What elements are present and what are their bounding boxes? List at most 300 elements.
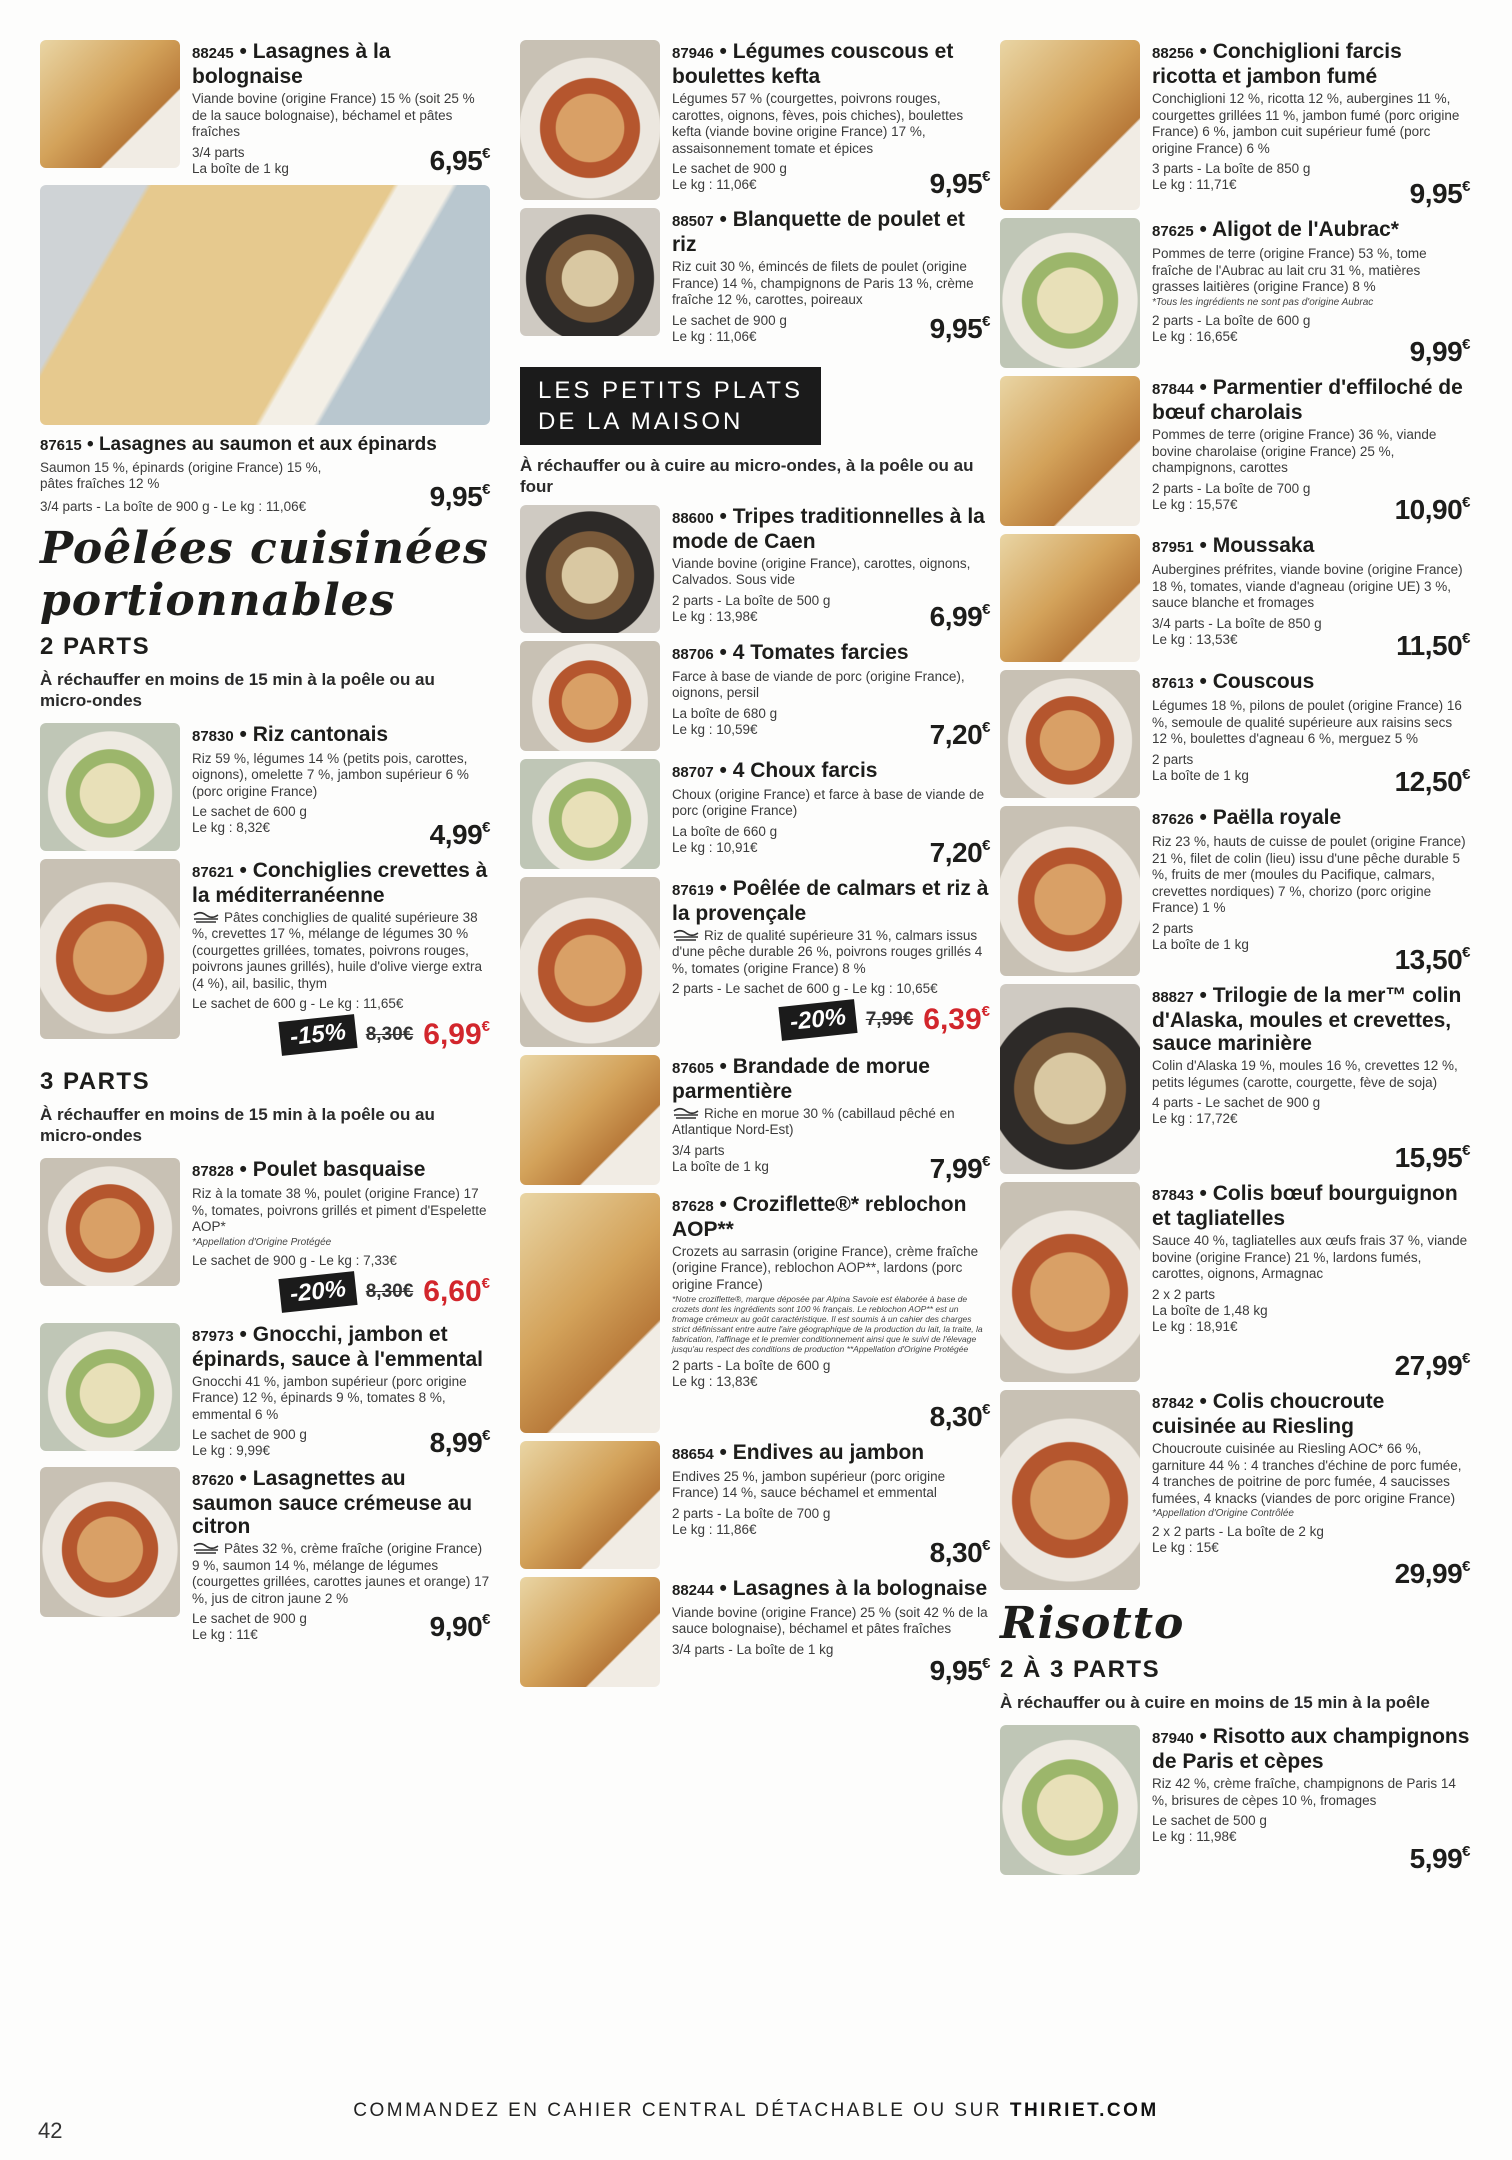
product-name: 4 Tomates farcies (732, 640, 909, 664)
product-image (40, 859, 180, 1039)
product-info (1152, 218, 1470, 368)
price-value: 12,50 (1394, 766, 1463, 797)
currency: € (1462, 944, 1470, 961)
product-87828[interactable] (40, 1158, 490, 1309)
currency: € (982, 718, 990, 736)
product-description (192, 910, 490, 993)
product-image (1000, 670, 1140, 798)
product-code: 88256 (1152, 45, 1194, 62)
product-87946[interactable] (520, 40, 990, 200)
product-info (1152, 1182, 1470, 1382)
product-info (672, 641, 990, 751)
price-value: 9,95 (929, 312, 983, 344)
product-info (192, 1158, 490, 1309)
product-title: 88256 • Conchiglioni farcis ricotta et jambon fumé (1152, 40, 1402, 88)
promo-row (192, 1018, 490, 1052)
currency: € (1462, 766, 1470, 783)
product-name: Aligot de l'Aubrac* (1211, 218, 1399, 241)
product-note: *Appellation d'Origine Protégée (192, 1236, 332, 1248)
column-right (1000, 40, 1470, 1883)
product-image (520, 40, 660, 200)
product-title: 88600 • Tripes traditionnelles à la mode de Caen (672, 504, 985, 553)
product-info (192, 859, 490, 1053)
product-name: Moussaka (1212, 534, 1315, 557)
product-name: Tripes traditionnelles à la mode de Caen (672, 504, 985, 553)
fishing-boat-icon (192, 910, 220, 926)
product-description: Gnocchi 41 %, jambon supérieur (porc origine France) 12 %, épinards 9 %, tomates 8 %, emmental 6 % (192, 1373, 467, 1422)
product-price (930, 837, 990, 869)
product-price (1395, 1558, 1470, 1590)
currency: € (1462, 630, 1470, 647)
product-title: 87605 • Brandade de morue parmentière (672, 1054, 930, 1103)
product-code: 87605 (672, 1059, 714, 1077)
product-title: 87951 • Moussaka (1152, 534, 1315, 557)
product-image (520, 208, 660, 336)
product-name: Lasagnes au saumon et aux épinards (98, 433, 437, 455)
product-code: 87619 (672, 881, 714, 899)
product-packaging: Le sachet de 900 g Le kg : 9,99€ (192, 1427, 307, 1458)
desc-text: Riche en morue 30 % (cabillaud pêché en Atlantique Nord-Est) (672, 1105, 955, 1137)
product-description: Viande bovine (origine France) 25 % (soit 42 % de la sauce bolognaise), béchamel et pâtes fraîches (672, 1604, 988, 1636)
product-image (40, 1323, 180, 1451)
currency: € (1462, 1350, 1470, 1367)
product-packaging: Le sachet de 600 g Le kg : 8,32€ (192, 804, 307, 835)
parts-subheading: À réchauffer ou à cuire en moins de 15 min à la poêle (1000, 1693, 1430, 1712)
product-name: Poulet basquaise (252, 1158, 426, 1181)
currency: € (1462, 1142, 1470, 1159)
product-title: 87844 • Parmentier d'effiloché de bœuf charolais (1152, 376, 1463, 424)
product-name: Conchiglies crevettes à la méditerranéenne (192, 858, 488, 907)
product-packaging: 2 parts La boîte de 1 kg (1152, 751, 1249, 783)
product-87830[interactable] (40, 723, 490, 851)
currency: € (482, 480, 490, 498)
product-name: Endives au jambon (732, 1440, 925, 1464)
price-value: 7,99 (929, 1152, 983, 1184)
product-description: Saumon 15 %, épinards (origine France) 15 %, pâtes fraîches 12 % (40, 459, 322, 491)
product-price (930, 719, 990, 751)
product-image (520, 1577, 660, 1687)
product-87973[interactable] (40, 1323, 490, 1460)
product-packaging: 2 x 2 parts La boîte de 1,48 kg Le kg : 18,91€ (1152, 1286, 1268, 1334)
product-name: 4 Choux farcis (732, 758, 878, 782)
price-value: 6,39 (923, 1003, 982, 1036)
product-info (1152, 1390, 1470, 1590)
product-packaging: 3/4 parts - La boîte de 850 g Le kg : 13,53€ (1152, 615, 1322, 647)
product-title: 87626 • Paëlla royale (1152, 806, 1342, 829)
product-title: 88245 • Lasagnes à la bolognaise (192, 40, 391, 88)
price-value: 9,95 (929, 1654, 983, 1686)
parts-heading: 2 PARTS (40, 632, 151, 660)
product-code: 87625 (1152, 223, 1194, 240)
product-name: Trilogie de la mer™ colin d'Alaska, moules et crevettes, sauce marinière (1152, 984, 1462, 1055)
product-title: 87828 • Poulet basquaise (192, 1158, 426, 1181)
product-info (672, 877, 990, 1047)
price-value: 9,95 (1409, 178, 1463, 209)
product-description: Riz 23 %, hauts de cuisse de poulet (origine France) 21 %, filet de colin (lieu) issu d'une pêche durable 5 %, fruits de mer (moules du Pacifique, calmars, crevettes nordiques) 7 %, chorizo (porc origine France) 1 % (1152, 834, 1466, 915)
product-description: Riz à la tomate 38 %, poulet (origine France) 17 %, tomates, poivrons grillés et piment d'Espelette AOP* (192, 1186, 487, 1234)
product-description: Légumes 18 %, pilons de poulet (origine France) 16 %, semoule de qualité supérieure aux raisins secs 12 %, boulettes d'agneau 6 %, merguez 5 % (1152, 698, 1462, 746)
product-name: Croziflette®* reblochon AOP** (672, 1192, 967, 1241)
product-price (1395, 1350, 1470, 1382)
product-info (1152, 376, 1470, 526)
product-description (672, 1106, 990, 1139)
product-info (1152, 534, 1470, 662)
currency: € (482, 1611, 490, 1628)
product-info (672, 40, 990, 200)
product-packaging: Le sachet de 900 g Le kg : 11,06€ (672, 161, 787, 192)
product-87621[interactable] (40, 859, 490, 1053)
currency: € (482, 818, 490, 836)
product-87951[interactable] (1000, 534, 1470, 662)
product-code: 88707 (672, 763, 714, 781)
product-price (430, 1611, 490, 1643)
product-info (672, 1441, 990, 1569)
product-title: 87619 • Poêlée de calmars et riz à la provençale (672, 876, 989, 925)
product-code: 88827 (1152, 989, 1194, 1006)
product-title: 88827 • Trilogie de la mer™ colin d'Alaska, moules et crevettes, sauce marinière (1152, 984, 1462, 1055)
product-title: 88507 • Blanquette de poulet et riz (672, 208, 965, 256)
parts-heading: 2 À 3 PARTS (1000, 1656, 1161, 1683)
product-price (430, 145, 490, 177)
currency: € (982, 168, 990, 185)
product-image (520, 505, 660, 633)
product-image (520, 641, 660, 751)
product-title: 88706 • 4 Tomates farcies (672, 640, 909, 664)
product-code: 87842 (1152, 1395, 1194, 1412)
product-packaging: Le sachet de 500 g Le kg : 11,98€ (1152, 1813, 1267, 1844)
currency: € (1462, 1843, 1470, 1860)
fishing-boat-icon (192, 1541, 220, 1557)
product-packaging: 3/4 parts - La boîte de 1 kg (672, 1641, 834, 1657)
product-description: Endives 25 %, jambon supérieur (porc origine France) 14 %, sauce béchamel et emmental (672, 1468, 946, 1500)
product-price (1410, 178, 1470, 210)
price-value: 6,99 (423, 1018, 482, 1051)
product-price (1395, 1142, 1470, 1174)
product-price (1395, 766, 1470, 798)
product-note: *Notre croziflette®, marque déposée par Alpina Savoie est élaborée à base de crozets dont les ingrédients sont 100 % français. Le reblochon AOP** est un fromage crémeux au goût caractéristique. Il est soumis à un cahier des charges strict définissant entre autre l'aire géographique de la production du lait, la traite, la fabrication, l'affinage et le premier conditionnement ainsi que le suivi de l'élevage jusqu'au respect des conditions de production **Appellation d'Origine Protégée (672, 1294, 983, 1354)
product-name: Colis choucroute cuisinée au Riesling (1152, 1390, 1385, 1438)
product-code: 88706 (672, 645, 714, 663)
parts-subheading: À réchauffer en moins de 15 min à la poêle ou au micro-ondes (40, 1105, 435, 1145)
product-code: 87621 (192, 863, 234, 881)
price-value: 27,99 (1394, 1350, 1463, 1381)
price-value: 10,90 (1394, 494, 1463, 525)
product-code: 87615 (40, 436, 82, 454)
product-info (1152, 806, 1470, 976)
product-title: 87615 • Lasagnes au saumon et aux épinards (40, 433, 437, 455)
currency: € (982, 312, 990, 330)
product-description: Choucroute cuisinée au Riesling AOC* 66 %, garniture 44 % : 4 tranches d'échine de porc fumée, 4 tranches de poitrine de porc fumée, 4 saucisses fumées, 4 knacks (viandes de porc origine France) (1152, 1441, 1462, 1506)
price-value: 7,20 (929, 718, 983, 750)
product-price (430, 481, 490, 513)
currency: € (982, 1536, 990, 1554)
currency: € (982, 1400, 990, 1418)
product-88600[interactable] (520, 505, 990, 633)
product-title: 87946 • Légumes couscous et boulettes kefta (672, 40, 954, 88)
product-packaging: 2 parts La boîte de 1 kg (1152, 920, 1249, 952)
product-image (1000, 534, 1140, 662)
product-title: 88707 • 4 Choux farcis (672, 758, 878, 782)
product-info (672, 1577, 990, 1687)
product-info (672, 208, 990, 345)
product-info (672, 505, 990, 633)
product-note: *Tous les ingrédients ne sont pas d'origine Aubrac (1152, 296, 1374, 308)
product-packaging: 2 parts - La boîte de 600 g Le kg : 16,65€ (1152, 312, 1311, 344)
product-name: Brandade de morue parmentière (672, 1054, 930, 1103)
product-packaging: 2 parts - La boîte de 500 g Le kg : 13,98€ (672, 592, 831, 624)
sale-price (423, 1018, 490, 1052)
currency: € (1462, 1558, 1470, 1575)
product-code: 87828 (192, 1163, 234, 1180)
product-title: 87830 • Riz cantonais (192, 722, 389, 746)
product-info (40, 433, 490, 514)
product-image (520, 1441, 660, 1569)
product-info (1152, 984, 1470, 1174)
product-87626[interactable] (1000, 806, 1470, 976)
product-image (1000, 40, 1140, 210)
product-name: Colis bœuf bourguignon et tagliatelles (1152, 1182, 1458, 1230)
product-image (1000, 218, 1140, 368)
product-description: Sauce 40 %, tagliatelles aux œufs frais 37 %, viande bovine (origine France) 21 %, lardons fumés, carottes, oignons, Armagnac (1152, 1233, 1468, 1281)
product-image (520, 759, 660, 869)
page-footer (0, 2100, 1512, 2122)
product-image (520, 1193, 660, 1433)
product-packaging: Le sachet de 900 g - Le kg : 7,33€ (192, 1252, 397, 1268)
product-name: Risotto aux champignons de Paris et cèpes (1152, 1725, 1470, 1773)
column-left (40, 40, 490, 1651)
price-value: 29,99 (1394, 1558, 1463, 1589)
product-title: 87628 • Croziflette®* reblochon AOP** (672, 1192, 967, 1241)
price-value: 4,99 (429, 818, 483, 850)
product-code: 87946 (672, 45, 714, 62)
product-87844[interactable] (1000, 376, 1470, 526)
desc-text: Riz de qualité supérieure 31 %, calmars issus d'une pêche durable 26 %, poivrons rouges grillés 4 %, tomates (origine France) 8 % (672, 927, 983, 976)
product-name: Conchiglioni farcis ricotta et jambon fumé (1152, 40, 1402, 88)
product-88507[interactable] (520, 208, 990, 345)
product-packaging: 3/4 parts La boîte de 1 kg (672, 1142, 769, 1174)
product-price (930, 1401, 990, 1433)
product-price (1410, 1843, 1470, 1875)
product-description: Aubergines préfrites, viande bovine (origine France) 18 %, tomates, viande d'agneau (origine UE) 3 %, sauce blanche et fromages (1152, 562, 1463, 610)
product-title: 87625 • Aligot de l'Aubrac* (1152, 218, 1399, 241)
product-title: 87620 • Lasagnettes au saumon sauce crémeuse au citron (192, 1467, 473, 1538)
promo-row (672, 1003, 990, 1037)
product-code: 87830 (192, 727, 234, 745)
product-name: Lasagnettes au saumon sauce crémeuse au citron (192, 1467, 473, 1538)
discount-badge: -20% (778, 999, 857, 1041)
product-88707[interactable] (520, 759, 990, 869)
product-name: Gnocchi, jambon et épinards, sauce à l'emmental (192, 1322, 483, 1371)
product-info (1152, 670, 1470, 798)
product-title: 88654 • Endives au jambon (672, 1440, 925, 1464)
product-87615[interactable] (40, 433, 490, 514)
price-value: 9,90 (429, 1611, 483, 1642)
parts-heading: 3 PARTS (40, 1068, 151, 1095)
product-name: Parmentier d'effiloché de bœuf charolais (1152, 376, 1463, 424)
product-name: Poêlée de calmars et riz à la provençale (672, 876, 989, 925)
product-info (672, 759, 990, 869)
product-87620[interactable] (40, 1467, 490, 1643)
currency: € (1462, 494, 1470, 511)
product-packaging: Le sachet de 600 g - Le kg : 11,65€ (192, 996, 404, 1011)
product-info (672, 1055, 990, 1185)
fishing-boat-icon (672, 1106, 700, 1122)
product-price (930, 1153, 990, 1185)
product-image (1000, 1182, 1140, 1382)
section-title (40, 523, 490, 627)
price-value: 6,60 (423, 1274, 482, 1308)
product-price (1396, 630, 1470, 662)
product-packaging: 3/4 parts - La boîte de 900 g - Le kg : 11,06€ (40, 498, 307, 514)
section-subheading: À réchauffer ou à cuire au micro-ondes, à la poêle ou au four (520, 455, 974, 496)
product-description (672, 928, 990, 978)
price-value: 6,95 (429, 144, 483, 176)
currency: € (982, 600, 990, 618)
product-87940[interactable] (1000, 1725, 1470, 1875)
product-image (40, 723, 180, 851)
product-description: Choux (origine France) et farce à base de viande de porc (origine France) (672, 786, 985, 818)
product-image-large (40, 185, 490, 425)
section-banner: LES PETITS PLATS DE LA MAISON (520, 367, 821, 445)
product-code: 87844 (1152, 381, 1194, 398)
currency: € (481, 1018, 490, 1035)
product-name: Légumes couscous et boulettes kefta (672, 40, 954, 88)
currency: € (481, 1274, 490, 1292)
product-image (1000, 1725, 1140, 1875)
currency: € (482, 1427, 490, 1444)
section-title-line2: portionnables (40, 574, 396, 626)
product-price (930, 168, 990, 200)
product-88245[interactable] (40, 40, 490, 177)
desc-text: Pâtes 32 %, crème fraîche (origine France) 9 %, saumon 14 %, mélange de légumes (courgettes grillées, carottes jaunes et orange) 17 %, jus de citron jaune 2 % (192, 1541, 490, 1606)
product-description (192, 1541, 490, 1607)
currency: € (982, 1152, 990, 1170)
currency: € (982, 836, 990, 854)
currency: € (1462, 178, 1470, 195)
product-image (40, 1158, 180, 1286)
product-price (1395, 494, 1470, 526)
product-packaging: 2 x 2 parts - La boîte de 2 kg Le kg : 15€ (1152, 1524, 1324, 1555)
product-name: Lasagnes à la bolognaise (192, 40, 391, 88)
product-87625[interactable] (1000, 218, 1470, 368)
product-description: Viande bovine (origine France), carottes, oignons, Calvados. Sous vide (672, 555, 971, 587)
desc-text: Pâtes conchiglies de qualité supérieure 38 %, crevettes 17 %, mélange de légumes 30 % (courgettes grillées, tomates, poivrons rouges, poivrons jaunes grillés), huile d'olive vierge extra (4 %), ail, basilic, thym (192, 909, 482, 991)
product-code: 88244 (672, 1581, 714, 1599)
price-value: 5,99 (1409, 1843, 1463, 1874)
product-code: 87973 (192, 1327, 234, 1345)
discount-badge: -20% (278, 1271, 357, 1313)
product-info (192, 723, 490, 851)
product-image (520, 877, 660, 1047)
product-description: Conchiglioni 12 %, ricotta 12 %, aubergines 11 %, courgettes grillées 11 %, jambon fumé (porc origine France) 6 %, jambon cuit supérieur fumé (porc origine France) 6 % (1152, 91, 1460, 156)
product-image (520, 1055, 660, 1185)
product-price (930, 601, 990, 633)
product-description: Riz 42 %, crème fraîche, champignons de Paris 14 %, brisures de cèpes 10 %, fromages (1152, 1776, 1456, 1808)
price-value: 9,95 (429, 480, 483, 512)
product-code: 88245 (192, 45, 234, 62)
product-price (930, 1655, 990, 1687)
product-info (1152, 40, 1470, 210)
price-value: 15,95 (1394, 1142, 1463, 1173)
product-price (930, 1537, 990, 1569)
product-description: Riz 59 %, légumes 14 % (petits pois, carottes, oignons), omelette 7 %, jambon supérieur 6 % (porc origine France) (192, 750, 469, 799)
product-name: Riz cantonais (252, 722, 389, 746)
product-88244[interactable] (520, 1577, 990, 1687)
product-info (192, 1467, 490, 1643)
product-image (1000, 806, 1140, 976)
product-description: Viande bovine (origine France) 15 % (soit 25 % de la sauce bolognaise), béchamel et pâtes fraîches (192, 91, 475, 139)
product-code: 87628 (672, 1197, 714, 1215)
product-88827[interactable] (1000, 984, 1470, 1174)
price-value: 6,99 (929, 600, 983, 632)
product-title: 88244 • Lasagnes à la bolognaise (672, 1576, 988, 1600)
product-88654[interactable] (520, 1441, 990, 1569)
product-packaging: 2 parts - La boîte de 700 g Le kg : 11,86€ (672, 1505, 831, 1537)
product-info (672, 1193, 990, 1433)
price-value: 9,99 (1409, 336, 1463, 367)
product-price (930, 313, 990, 345)
footer-text: COMMANDEZ EN CAHIER CENTRAL DÉTACHABLE OU SUR (353, 2100, 1003, 2121)
product-packaging: 3/4 parts La boîte de 1 kg (192, 144, 289, 176)
product-87613[interactable] (1000, 670, 1470, 798)
product-packaging: 2 parts - La boîte de 600 g Le kg : 13,83€ (672, 1358, 831, 1389)
product-title: 87842 • Colis choucroute cuisinée au Riesling (1152, 1390, 1385, 1438)
product-title: 87621 • Conchiglies crevettes à la méditerranéenne (192, 858, 488, 907)
product-code: 88507 (672, 213, 714, 230)
price-value: 8,30 (929, 1536, 983, 1568)
currency: € (1462, 336, 1470, 353)
footer-site-link[interactable]: THIRIET.COM (1009, 2100, 1159, 2121)
product-description: Colin d'Alaska 19 %, moules 16 %, crevettes 12 %, petits légumes (carotte, courgette, fève de soja) (1152, 1058, 1458, 1090)
section-title-line1: Poêlées cuisinées (40, 522, 489, 574)
product-image (40, 1467, 180, 1617)
product-image (1000, 984, 1140, 1174)
product-packaging: Le sachet de 900 g Le kg : 11€ (192, 1611, 307, 1642)
product-87628[interactable] (520, 1193, 990, 1433)
product-image (1000, 376, 1140, 526)
old-price: 7,99€ (865, 1009, 914, 1030)
product-code: 88600 (672, 509, 714, 527)
product-packaging: La boîte de 680 g Le kg : 10,59€ (672, 705, 778, 737)
currency: € (981, 1003, 990, 1020)
product-price (430, 1427, 490, 1459)
discount-badge: -15% (278, 1014, 357, 1056)
product-87842[interactable] (1000, 1390, 1470, 1590)
product-code: 87951 (1152, 539, 1194, 556)
product-name: Lasagnes à la bolognaise (732, 1576, 988, 1600)
product-packaging: La boîte de 660 g Le kg : 10,91€ (672, 823, 778, 855)
product-87605[interactable] (520, 1055, 990, 1185)
price-value: 13,50 (1394, 944, 1463, 975)
product-description: Pommes de terre (origine France) 36 %, viande bovine charolaise (origine France) 25 %, champignons, carottes (1152, 427, 1437, 475)
product-88706[interactable] (520, 641, 990, 751)
product-price (1410, 336, 1470, 368)
sale-price (423, 1275, 490, 1309)
currency: € (482, 144, 490, 162)
product-87843[interactable] (1000, 1182, 1470, 1382)
product-87619[interactable] (520, 877, 990, 1047)
product-price (1395, 944, 1470, 976)
product-description: Riz cuit 30 %, émincés de filets de poulet (origine France) 14 %, champignons de Paris 13 %, crème fraîche 12 %, carottes, poireaux (672, 259, 974, 307)
product-description: Pommes de terre (origine France) 53 %, tome fraîche de l'Aubrac au lait cru 31 %, matières grasses laitières (origine France) 8 % (1152, 246, 1427, 294)
parts-subheading: À réchauffer en moins de 15 min à la poêle ou au micro-ondes (40, 669, 435, 710)
promo-row (192, 1275, 490, 1309)
product-name: Blanquette de poulet et riz (672, 208, 965, 256)
product-88256[interactable] (1000, 40, 1470, 210)
product-code: 88654 (672, 1445, 714, 1463)
page-number: 42 (38, 2118, 63, 2143)
product-code: 87843 (1152, 1187, 1194, 1204)
